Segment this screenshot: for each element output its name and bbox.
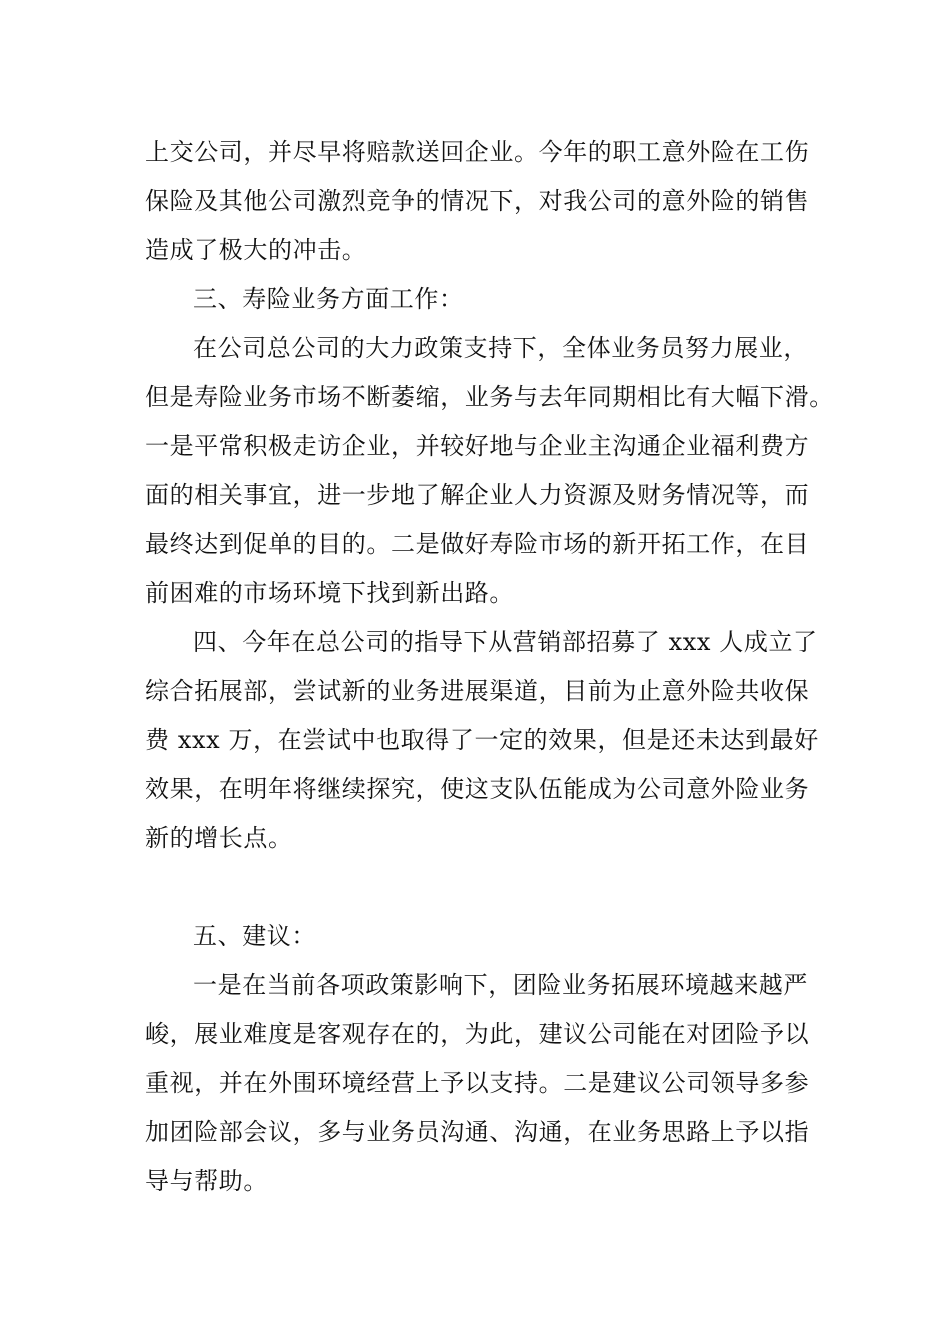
paragraph-line: 在公司总公司的大力政策支持下，全体业务员努力展业， <box>193 334 808 362</box>
paragraph-line: 一是在当前各项政策影响下，团险业务拓展环境越来越严 <box>193 971 808 999</box>
paragraph-line: 加团险部会议，多与业务员沟通、沟通，在业务思路上予以指 <box>145 1118 810 1146</box>
paragraph-line: 前困难的市场环境下找到新出路。 <box>145 579 514 607</box>
paragraph-line: 重视，并在外围环境经营上予以支持。二是建议公司领导多参 <box>145 1069 810 1097</box>
section-heading: 三、寿险业务方面工作： <box>193 285 464 313</box>
paragraph-line: 费 xxx 万，在尝试中也取得了一定的效果，但是还未达到最好 <box>145 726 819 754</box>
paragraph-line: 综合拓展部，尝试新的业务进展渠道，目前为止意外险共收保 <box>145 677 810 705</box>
paragraph-line: 保险及其他公司激烈竞争的情况下，对我公司的意外险的销售 <box>145 187 810 215</box>
paragraph-line: 但是寿险业务市场不断萎缩，业务与去年同期相比有大幅下滑。 <box>145 383 834 411</box>
paragraph-line: 上交公司，并尽早将赔款送回企业。今年的职工意外险在工伤 <box>145 138 810 166</box>
paragraph-line: 面的相关事宜，进一步地了解企业人力资源及财务情况等，而 <box>145 481 810 509</box>
paragraph-line: 造成了极大的冲击。 <box>145 236 367 264</box>
section-heading: 五、建议： <box>193 922 316 950</box>
paragraph-line: 最终达到促单的目的。二是做好寿险市场的新开拓工作，在目 <box>145 530 810 558</box>
section-heading: 四、今年在总公司的指导下从营销部招募了 xxx 人成立了 <box>193 628 818 656</box>
paragraph-line: 峻，展业难度是客观存在的，为此，建议公司能在对团险予以 <box>145 1020 810 1048</box>
paragraph-line: 一是平常积极走访企业，并较好地与企业主沟通企业福利费方 <box>145 432 810 460</box>
paragraph-line: 导与帮助。 <box>145 1167 268 1195</box>
paragraph-line: 效果，在明年将继续探究，使这支队伍能成为公司意外险业务 <box>145 775 810 803</box>
paragraph-line: 新的增长点。 <box>145 824 293 852</box>
